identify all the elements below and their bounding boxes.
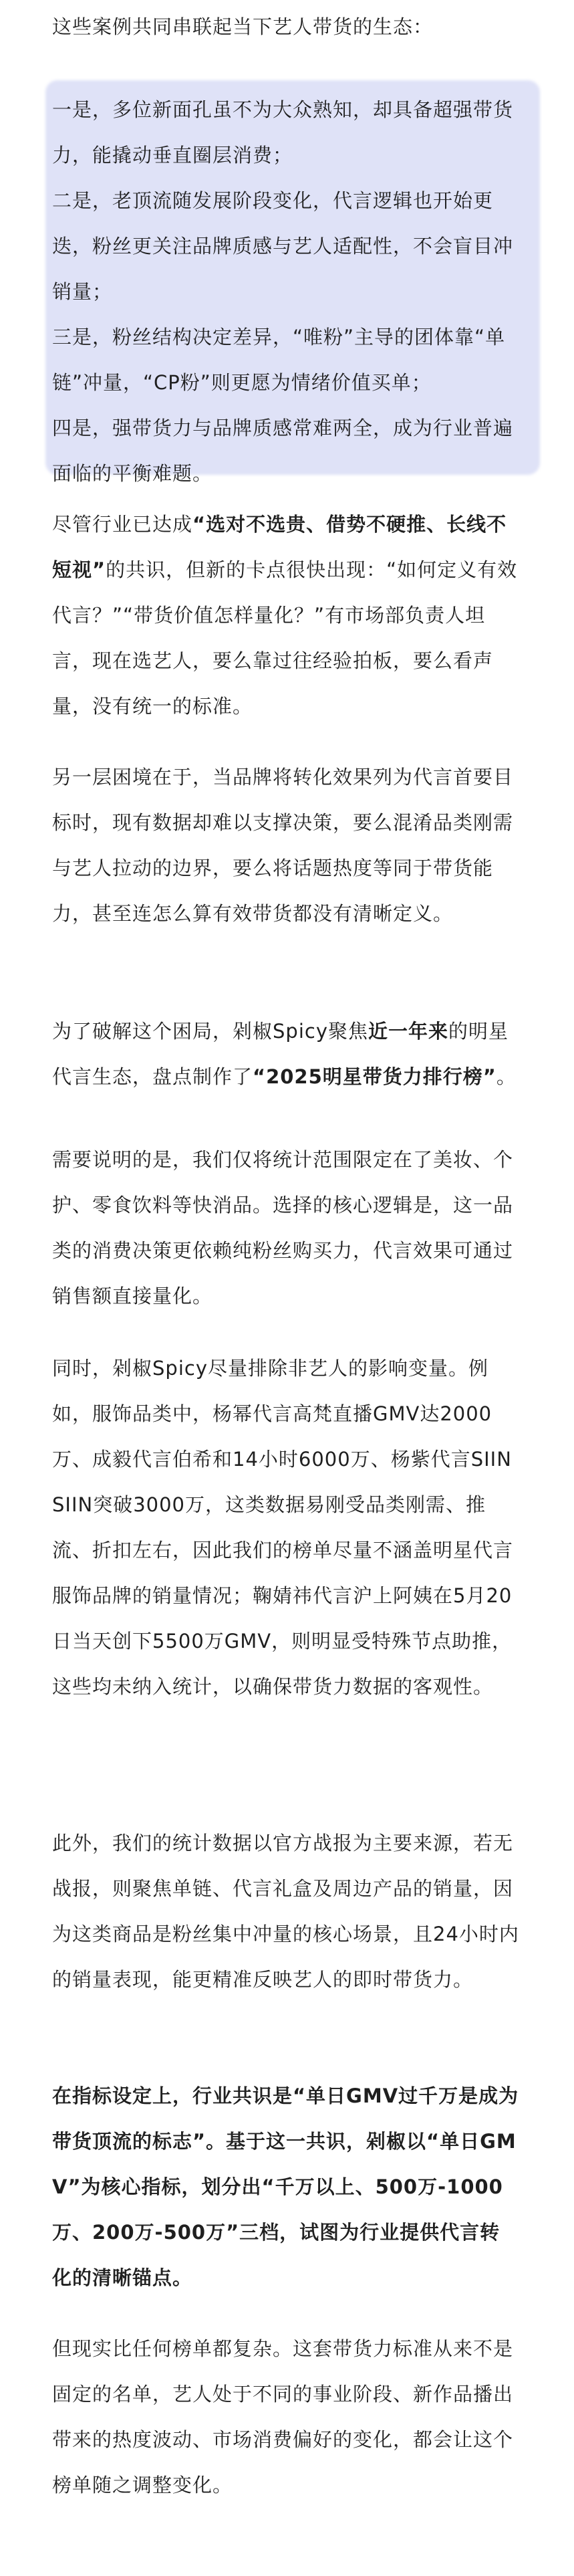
paragraph-sources: 此外，我们的统计数据以官方战报为主要来源，若无战报，则聚焦单链、代言礼盒及周边产品的销量，因为这类商品是粉丝集中冲量的核心场景，且24小时内的销量表现，能更精准反映艺人的即时带货力。 (52, 1832, 519, 1991)
paragraph-consensus: 尽管行业已达成“选对不选贵、借势不硬推、长线不短视”的共识，但新的卡点很快出现：“如何定义有效代言？”“带货价值怎样量化？”有市场部负责人坦言，现在选艺人，要么靠过往经验拍板，要么看声量，没有统一的标准。 (52, 513, 518, 718)
bold-phrase: “2025明星带货力排行榜” (253, 1065, 496, 1088)
paragraph-reality: 但现实比任何榜单都复杂。这套带货力标准从来不是固定的名单，艺人处于不同的事业阶段、新作品播出带来的热度波动、市场消费偏好的变化，都会让这个榜单随之调整变化。 (52, 2337, 514, 2496)
paragraph-metrics: 在指标设定上，行业共识是“单日GMV过千万是成为带货顶流的标志”。基于这一共识，剁椒以“单日GMV”为核心指标，划分出“千万以上、500万-1000万、200万-500万”三档，试图为行业提供代言转化的清晰锚点。 (52, 2084, 519, 2289)
highlight-item: 三是，粉丝结构决定差异，“唯粉”主导的团体靠“单链”冲量，“CP粉”则更愿为情绪价值买单； (52, 326, 506, 394)
highlight-item: 四是，强带货力与品牌质感常难两全，成为行业普遍面临的平衡难题。 (52, 417, 514, 485)
paragraph-dilemma: 另一层困境在于，当品牌将转化效果列为代言首要目标时，现有数据却难以支撑决策，要么混淆品类刚需与艺人拉动的边界，要么将话题热度等同于带货能力，甚至连怎么算有效带货都没有清晰定义。 (52, 766, 514, 925)
paragraph-ranking: 为了破解这个困局，剁椒Spicy聚焦近一年来的明星代言生态，盘点制作了“2025明星带货力排行榜”。 (52, 1020, 517, 1088)
bold-phrase: “选对不选贵、借势不硬推、长线不短视” (52, 513, 507, 581)
bold-phrase: 近一年来 (368, 1020, 448, 1043)
paragraph-scope: 需要说明的是，我们仅将统计范围限定在了美妆、个护、零食饮料等快消品。选择的核心逻辑是，这一品类的消费决策更依赖纯粉丝购买力，代言效果可通过销售额直接量化。 (52, 1148, 514, 1307)
paragraph-variables: 同时，剁椒Spicy尽量排除非艺人的影响变量。例如，服饰品类中，杨幂代言高梵直播GMV达2000万、成毅代言伯希和14小时6000万、杨紫代言SIINSIIN突破3000万，这类数据易刚受品类刚需、推流、折扣左右，因此我们的榜单尽量不涵盖明星代言服饰品牌的销量情况；鞠婧祎代言沪上阿姨在5月20日当天创下5500万GMV，则明显受特殊节点助推，这些均未纳入统计，以确保带货力数据的客观性。 (52, 1357, 514, 1698)
highlight-item: 二是，老顶流随发展阶段变化，代言逻辑也开始更迭，粉丝更关注品牌质感与艺人适配性，不会盲目冲销量； (52, 189, 514, 303)
highlight-item: 一是，多位新面孔虽不为大众熟知，却具备超强带货力，能撬动垂直圈层消费； (52, 98, 514, 167)
highlight-list (52, 87, 520, 496)
intro-paragraph: 这些案例共同串联起当下艺人带货的生态： (52, 15, 434, 38)
